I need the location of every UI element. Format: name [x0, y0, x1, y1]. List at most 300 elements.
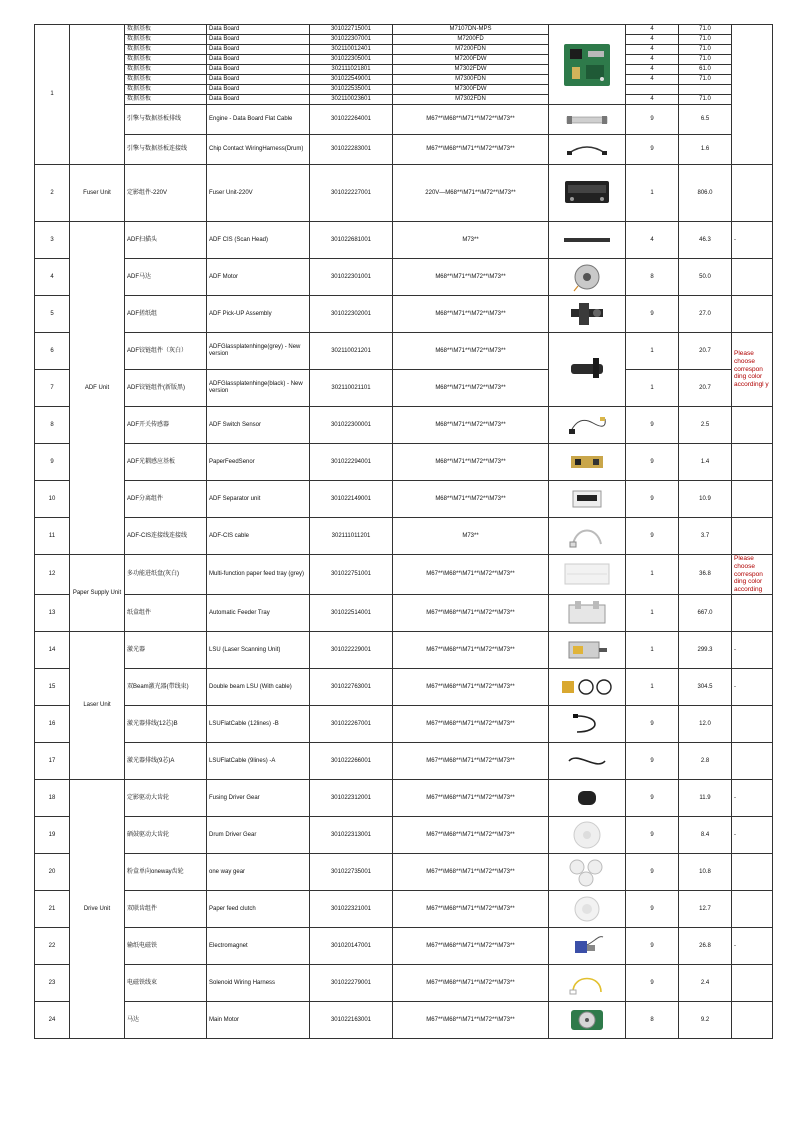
remark-note: Please choose correspon ding color accordingl y [732, 333, 773, 407]
double-beam-lsu-image [560, 673, 614, 701]
model: M68**\M71**\M72**\M73** [393, 296, 549, 333]
price: 61.0 [679, 65, 732, 75]
row-number: 23 [35, 964, 70, 1001]
part-code: 301022305001 [310, 55, 393, 65]
part-code: 301022312001 [310, 779, 393, 816]
price: 20.7 [679, 370, 732, 407]
part-name-cn: ADF开关传感器 [125, 407, 207, 444]
image-cell [549, 296, 626, 333]
motor-image [572, 262, 602, 292]
part-code: 301022264001 [310, 105, 393, 135]
model: M68**\M71**\M72**\M73** [393, 407, 549, 444]
table-row [35, 631, 773, 668]
image-cell [549, 594, 626, 631]
table-row [35, 890, 773, 927]
remark-cell [732, 25, 773, 165]
part-name-en: Multi-function paper feed tray (grey) [207, 555, 310, 595]
remark [732, 742, 773, 779]
row-number: 14 [35, 631, 70, 668]
part-name-en: ADFGlassplatenhinge(grey) - New version [207, 333, 310, 370]
price: 71.0 [679, 25, 732, 35]
part-name-en: Drum Driver Gear [207, 816, 310, 853]
image-cell [549, 853, 626, 890]
quantity: 4 [626, 222, 679, 259]
feed-tray-image [563, 560, 611, 588]
wire-harness-image [565, 141, 609, 159]
remark [732, 964, 773, 1001]
hinge-image [565, 350, 609, 390]
table-row [35, 135, 773, 165]
quantity: 9 [626, 742, 679, 779]
price: 50.0 [679, 259, 732, 296]
table-row [35, 481, 773, 518]
part-name-en: Chip Contact WiringHarness(Drum) [207, 135, 310, 165]
model: M67**\M68**\M71**\M72**\M73** [393, 594, 549, 631]
row-number: 17 [35, 742, 70, 779]
unit-cell: ADF Unit [70, 222, 125, 555]
price: 9.2 [679, 1001, 732, 1038]
quantity: 9 [626, 135, 679, 165]
row-number: 2 [35, 165, 70, 222]
row-number: 11 [35, 518, 70, 555]
row-number: 13 [35, 594, 70, 631]
price: 20.7 [679, 333, 732, 370]
price: 1.4 [679, 444, 732, 481]
table-row [35, 555, 773, 595]
part-code: 301022549001 [310, 75, 393, 85]
model: M7107DN-MPS [393, 25, 549, 35]
table-row [35, 35, 773, 45]
quantity: 1 [626, 333, 679, 370]
remark-note: Please choose correspon ding color according [732, 555, 773, 595]
part-code: 301022229001 [310, 631, 393, 668]
model: M68**\M71**\M72**\M73** [393, 259, 549, 296]
part-name-en: Data Board [207, 45, 310, 55]
quantity: 4 [626, 35, 679, 45]
part-code: 301022763001 [310, 668, 393, 705]
part-name-cn: 数据基板 [125, 45, 207, 55]
table-row [35, 518, 773, 555]
model: M67**\M68**\M71**\M72**\M73** [393, 631, 549, 668]
part-code: 302110021201 [310, 333, 393, 370]
part-name-cn: ADF扫描头 [125, 222, 207, 259]
fuser-unit-image [562, 171, 612, 215]
part-name-en: LSUFlatCable (12lines) -B [207, 705, 310, 742]
row-number: 20 [35, 853, 70, 890]
remark: - [732, 927, 773, 964]
model: M7200FDW [393, 55, 549, 65]
part-code: 301022514001 [310, 594, 393, 631]
image-cell [549, 481, 626, 518]
model: M68**\M71**\M72**\M73** [393, 444, 549, 481]
part-name-cn: 数据基板 [125, 85, 207, 95]
unit-cell: Laser Unit [70, 631, 125, 779]
row-number: 10 [35, 481, 70, 518]
remark [732, 444, 773, 481]
table-row [35, 55, 773, 65]
image-cell [549, 890, 626, 927]
part-name-cn: ADF马达 [125, 259, 207, 296]
row-number: 5 [35, 296, 70, 333]
part-name-en: ADF Separator unit [207, 481, 310, 518]
remark: - [732, 779, 773, 816]
remark [732, 481, 773, 518]
part-name-cn: 输纸电磁铁 [125, 927, 207, 964]
one-way-gear-image [565, 857, 609, 887]
price: 304.5 [679, 668, 732, 705]
price: 667.0 [679, 594, 732, 631]
row-number: 19 [35, 816, 70, 853]
price: 10.9 [679, 481, 732, 518]
image-cell [549, 518, 626, 555]
image-cell [549, 1001, 626, 1038]
quantity: 1 [626, 370, 679, 407]
price: 71.0 [679, 75, 732, 85]
unit-cell: Fuser Unit [70, 165, 125, 222]
part-name-en: ADF Pick-UP Assembly [207, 296, 310, 333]
model: M7302FDW [393, 65, 549, 75]
part-name-en: LSUFlatCable (9lines) -A [207, 742, 310, 779]
quantity: 9 [626, 105, 679, 135]
part-code: 302110012401 [310, 45, 393, 55]
price: 26.8 [679, 927, 732, 964]
model: M67**\M68**\M71**\M72**\M73** [393, 105, 549, 135]
part-name-en: Main Motor [207, 1001, 310, 1038]
part-code: 301022283001 [310, 135, 393, 165]
remark [732, 259, 773, 296]
price: 71.0 [679, 95, 732, 105]
model: M7302FDN [393, 95, 549, 105]
table-row [35, 259, 773, 296]
pickup-assembly-image [567, 299, 607, 329]
part-name-en: Automatic Feeder Tray [207, 594, 310, 631]
part-name-en: ADF Switch Sensor [207, 407, 310, 444]
model: M67**\M68**\M71**\M72**\M73** [393, 890, 549, 927]
part-name-cn: 多功能进纸盘(灰白) [125, 555, 207, 595]
table-row [35, 444, 773, 481]
part-code: 301022300001 [310, 407, 393, 444]
table-row [35, 594, 773, 631]
quantity: 1 [626, 594, 679, 631]
row-number: 22 [35, 927, 70, 964]
part-code: 302111021801 [310, 65, 393, 75]
quantity: 9 [626, 518, 679, 555]
part-name-cn: ADF-CIS连接线连接线 [125, 518, 207, 555]
row-number: 8 [35, 407, 70, 444]
row-number: 18 [35, 779, 70, 816]
remark [732, 518, 773, 555]
part-name-cn: 定影组件-220V [125, 165, 207, 222]
part-name-en: Data Board [207, 35, 310, 45]
model: M67**\M68**\M71**\M72**\M73** [393, 816, 549, 853]
part-code: 301022294001 [310, 444, 393, 481]
part-name-en: ADFGlassplatenhinge(black) - New version [207, 370, 310, 407]
part-name-cn: 激光器排线(12芯)B [125, 705, 207, 742]
table-row [35, 25, 773, 35]
part-name-en: Fusing Driver Gear [207, 779, 310, 816]
remark [732, 407, 773, 444]
part-name-cn: 数据基板 [125, 25, 207, 35]
image-cell [549, 444, 626, 481]
remark: - [732, 222, 773, 259]
part-name-cn: 激光器 [125, 631, 207, 668]
image-cell [549, 25, 626, 105]
part-name-en: ADF Motor [207, 259, 310, 296]
part-code: 301022681001 [310, 222, 393, 259]
part-name-cn: 数据基板 [125, 75, 207, 85]
quantity: 9 [626, 407, 679, 444]
table-row [35, 705, 773, 742]
part-code: 301022227001 [310, 165, 393, 222]
part-name-cn: ADF铰链组件（灰白） [125, 333, 207, 370]
model: M67**\M68**\M71**\M72**\M73** [393, 853, 549, 890]
table-row [35, 816, 773, 853]
table-row [35, 742, 773, 779]
table-row [35, 407, 773, 444]
quantity: 9 [626, 816, 679, 853]
model: M67**\M68**\M71**\M72**\M73** [393, 555, 549, 595]
remark [732, 853, 773, 890]
image-cell [549, 222, 626, 259]
image-cell [549, 333, 626, 407]
part-code: 301022735001 [310, 853, 393, 890]
image-cell [549, 927, 626, 964]
part-code: 301022535001 [310, 85, 393, 95]
part-name-en: Solenoid Wiring Harness [207, 964, 310, 1001]
model: M67**\M68**\M71**\M72**\M73** [393, 779, 549, 816]
quantity: 1 [626, 165, 679, 222]
part-name-en: ADF CIS (Scan Head) [207, 222, 310, 259]
quantity [626, 85, 679, 95]
model: M67**\M68**\M71**\M72**\M73** [393, 742, 549, 779]
drum-gear-image [571, 819, 603, 851]
lsu-flat-cable-image [567, 710, 607, 738]
image-cell [549, 964, 626, 1001]
fusing-gear-image [572, 785, 602, 811]
price: 806.0 [679, 165, 732, 222]
row-number: 6 [35, 333, 70, 370]
table-row [35, 927, 773, 964]
sensor-board-image [567, 450, 607, 474]
quantity: 8 [626, 1001, 679, 1038]
price: 8.4 [679, 816, 732, 853]
remark [732, 890, 773, 927]
unit-cell: Paper Supply Unit [70, 555, 125, 632]
remark-cell [732, 165, 773, 222]
price: 71.0 [679, 55, 732, 65]
lsu-image [565, 636, 609, 664]
price [679, 85, 732, 95]
part-code: 301022266001 [310, 742, 393, 779]
part-name-en: PaperFeedSenor [207, 444, 310, 481]
data-board-image [562, 41, 612, 89]
model: M67**\M68**\M71**\M72**\M73** [393, 668, 549, 705]
price: 46.3 [679, 222, 732, 259]
model: M67**\M68**\M71**\M72**\M73** [393, 705, 549, 742]
image-cell [549, 555, 626, 595]
price: 11.9 [679, 779, 732, 816]
main-motor-image [565, 1004, 609, 1036]
price: 12.7 [679, 890, 732, 927]
image-cell [549, 165, 626, 222]
part-name-cn: 电磁铁线束 [125, 964, 207, 1001]
remark: - [732, 668, 773, 705]
part-name-cn: ADF分离组件 [125, 481, 207, 518]
image-cell [549, 779, 626, 816]
quantity: 9 [626, 964, 679, 1001]
flat-cable-image [565, 113, 609, 127]
part-name-en: Data Board [207, 75, 310, 85]
part-code: 301022279001 [310, 964, 393, 1001]
quantity: 1 [626, 668, 679, 705]
part-code: 301022302001 [310, 296, 393, 333]
image-cell [549, 742, 626, 779]
part-name-en: Engine - Data Board Flat Cable [207, 105, 310, 135]
price: 1.6 [679, 135, 732, 165]
feeder-tray-image [563, 597, 611, 629]
table-row [35, 853, 773, 890]
remark-cell [732, 594, 773, 631]
price: 299.3 [679, 631, 732, 668]
separator-unit-image [567, 485, 607, 513]
table-row [35, 65, 773, 75]
price: 3.7 [679, 518, 732, 555]
part-name-cn: ADF铰链组件(新版黑) [125, 370, 207, 407]
part-name-en: Data Board [207, 85, 310, 95]
part-name-cn: 纸盒组件 [125, 594, 207, 631]
quantity: 9 [626, 481, 679, 518]
model: 220V—M68**\M71**\M72**\M73** [393, 165, 549, 222]
part-name-cn: 数据基板 [125, 55, 207, 65]
part-code: 301022715001 [310, 25, 393, 35]
image-cell [549, 105, 626, 135]
quantity: 4 [626, 95, 679, 105]
table-row [35, 370, 773, 407]
part-code: 301022307001 [310, 35, 393, 45]
part-name-en: Electromagnet [207, 927, 310, 964]
image-cell [549, 705, 626, 742]
cable-image [567, 522, 607, 550]
price: 6.5 [679, 105, 732, 135]
part-name-en: Double beam LSU (With cable) [207, 668, 310, 705]
model: M68**\M71**\M72**\M73** [393, 370, 549, 407]
model: M7300FDW [393, 85, 549, 95]
table-row [35, 45, 773, 55]
switch-sensor-image [567, 411, 607, 439]
table-row [35, 222, 773, 259]
quantity: 1 [626, 631, 679, 668]
image-cell [549, 407, 626, 444]
part-code: 301022321001 [310, 890, 393, 927]
table-row [35, 1001, 773, 1038]
model: M67**\M68**\M71**\M72**\M73** [393, 927, 549, 964]
part-name-cn: 定影驱动大齿轮 [125, 779, 207, 816]
row-number: 21 [35, 890, 70, 927]
part-name-cn: 双联齿组件 [125, 890, 207, 927]
part-name-en: one way gear [207, 853, 310, 890]
remark: - [732, 816, 773, 853]
part-name-cn: 激光器排线(9芯)A [125, 742, 207, 779]
part-name-en: Data Board [207, 95, 310, 105]
part-name-cn: 马达 [125, 1001, 207, 1038]
parts-price-table [34, 24, 773, 1039]
row-number: 16 [35, 705, 70, 742]
part-code: 302111011201 [310, 518, 393, 555]
price: 2.5 [679, 407, 732, 444]
part-name-cn: ADF搓纸组 [125, 296, 207, 333]
part-code: 301022267001 [310, 705, 393, 742]
price: 10.8 [679, 853, 732, 890]
table-row [35, 85, 773, 95]
model: M7200FDN [393, 45, 549, 55]
quantity: 9 [626, 705, 679, 742]
model: M67**\M68**\M71**\M72**\M73** [393, 135, 549, 165]
quantity: 4 [626, 25, 679, 35]
remark [732, 296, 773, 333]
table-row [35, 165, 773, 222]
part-code: 302110021101 [310, 370, 393, 407]
quantity: 9 [626, 779, 679, 816]
part-name-en: Data Board [207, 25, 310, 35]
table-row [35, 296, 773, 333]
part-name-cn: 数据基板 [125, 35, 207, 45]
part-code: 302110023601 [310, 95, 393, 105]
row-number: 9 [35, 444, 70, 481]
model: M7200FD [393, 35, 549, 45]
part-name-en: LSU (Laser Scanning Unit) [207, 631, 310, 668]
quantity: 9 [626, 853, 679, 890]
row-number: 12 [35, 555, 70, 595]
model: M73** [393, 222, 549, 259]
part-name-en: Data Board [207, 55, 310, 65]
price: 36.8 [679, 555, 732, 595]
remark [732, 1001, 773, 1038]
price: 2.8 [679, 742, 732, 779]
unit-cell: Drive Unit [70, 779, 125, 1038]
part-name-en: ADF-CIS cable [207, 518, 310, 555]
wiring-harness-image [567, 968, 607, 998]
table-row [35, 95, 773, 105]
part-name-cn: 数据基板 [125, 95, 207, 105]
row-number: 1 [35, 25, 70, 165]
part-name-cn: 引擎与数据基板排线 [125, 105, 207, 135]
image-cell [549, 259, 626, 296]
part-code: 301020147001 [310, 927, 393, 964]
row-number: 4 [35, 259, 70, 296]
table-row [35, 75, 773, 85]
model: M73** [393, 518, 549, 555]
part-name-cn: 数据基板 [125, 65, 207, 75]
model: M7300FDN [393, 75, 549, 85]
part-name-cn: ADF光耦感应基板 [125, 444, 207, 481]
price: 12.0 [679, 705, 732, 742]
row-number: 3 [35, 222, 70, 259]
remark: - [732, 631, 773, 668]
scan-head-image [563, 234, 611, 246]
image-cell [549, 668, 626, 705]
quantity: 9 [626, 444, 679, 481]
quantity: 4 [626, 65, 679, 75]
part-name-en: Fuser Unit-220V [207, 165, 310, 222]
part-code: 301022301001 [310, 259, 393, 296]
unit-cell [70, 25, 125, 165]
electromagnet-image [567, 931, 607, 961]
quantity: 1 [626, 555, 679, 595]
lsu-flat-cable-a-image [565, 749, 609, 773]
quantity: 8 [626, 259, 679, 296]
row-number: 24 [35, 1001, 70, 1038]
model: M67**\M68**\M71**\M72**\M73** [393, 964, 549, 1001]
